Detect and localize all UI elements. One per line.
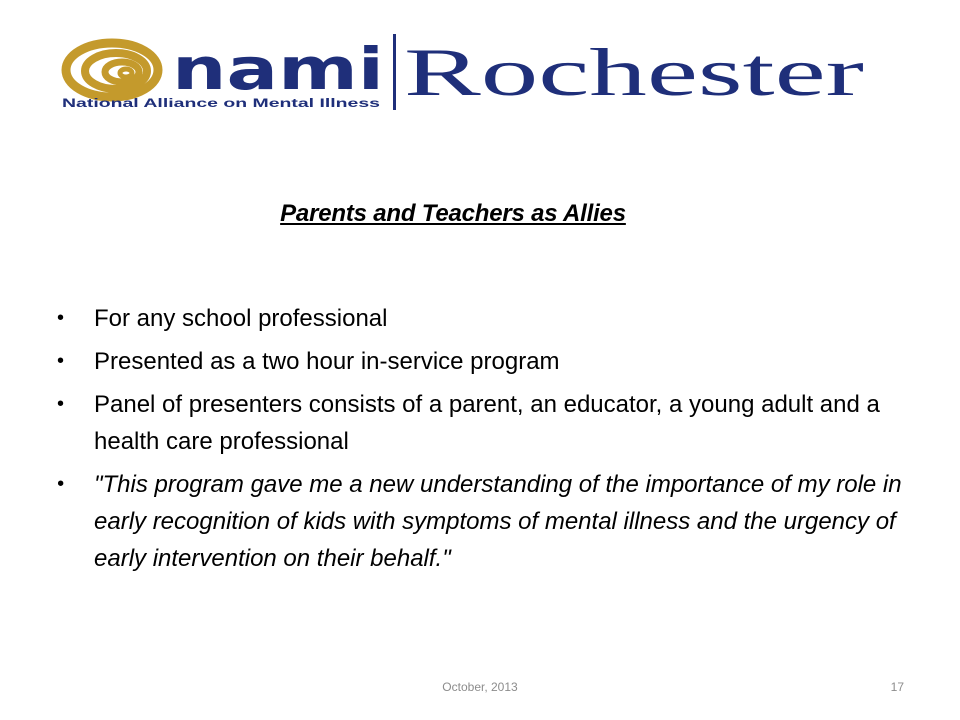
bullet-item xyxy=(55,343,915,380)
bullet-text: "This program gave me a new understanding of the importance of my role in early recognition of kids with symptoms of mental illness and the urgency of early intervention on their behalf." xyxy=(94,471,902,572)
bullet-icon: • xyxy=(57,350,65,372)
page-number: 17 xyxy=(890,680,904,694)
bullet-icon: • xyxy=(57,393,65,415)
nami-rochester-logo xyxy=(60,32,870,112)
bullet-text: Panel of presenters consists of a parent, an educator, a young adult and a health care professional xyxy=(94,391,880,455)
bullet-text: For any school professional xyxy=(94,305,388,332)
slide-title: Parents and Teachers as Allies xyxy=(280,200,626,227)
footer-date: October, 2013 xyxy=(442,680,518,694)
logo-tagline: National Alliance on Mental Illness xyxy=(62,96,381,110)
bullet-item-quote xyxy=(55,466,915,577)
bullet-item xyxy=(55,386,915,460)
logo-divider xyxy=(393,34,396,110)
bullet-item xyxy=(55,300,915,337)
bullet-icon: • xyxy=(57,307,65,329)
logo-city-text: Rochester xyxy=(404,34,865,110)
logo-graphic xyxy=(60,32,870,112)
bullet-text: Presented as a two hour in-service program xyxy=(94,348,560,375)
bullet-list xyxy=(55,300,915,583)
logo-brand-text: nami xyxy=(172,35,384,103)
bullet-icon: • xyxy=(57,473,65,495)
nami-swirl-icon xyxy=(66,43,158,97)
